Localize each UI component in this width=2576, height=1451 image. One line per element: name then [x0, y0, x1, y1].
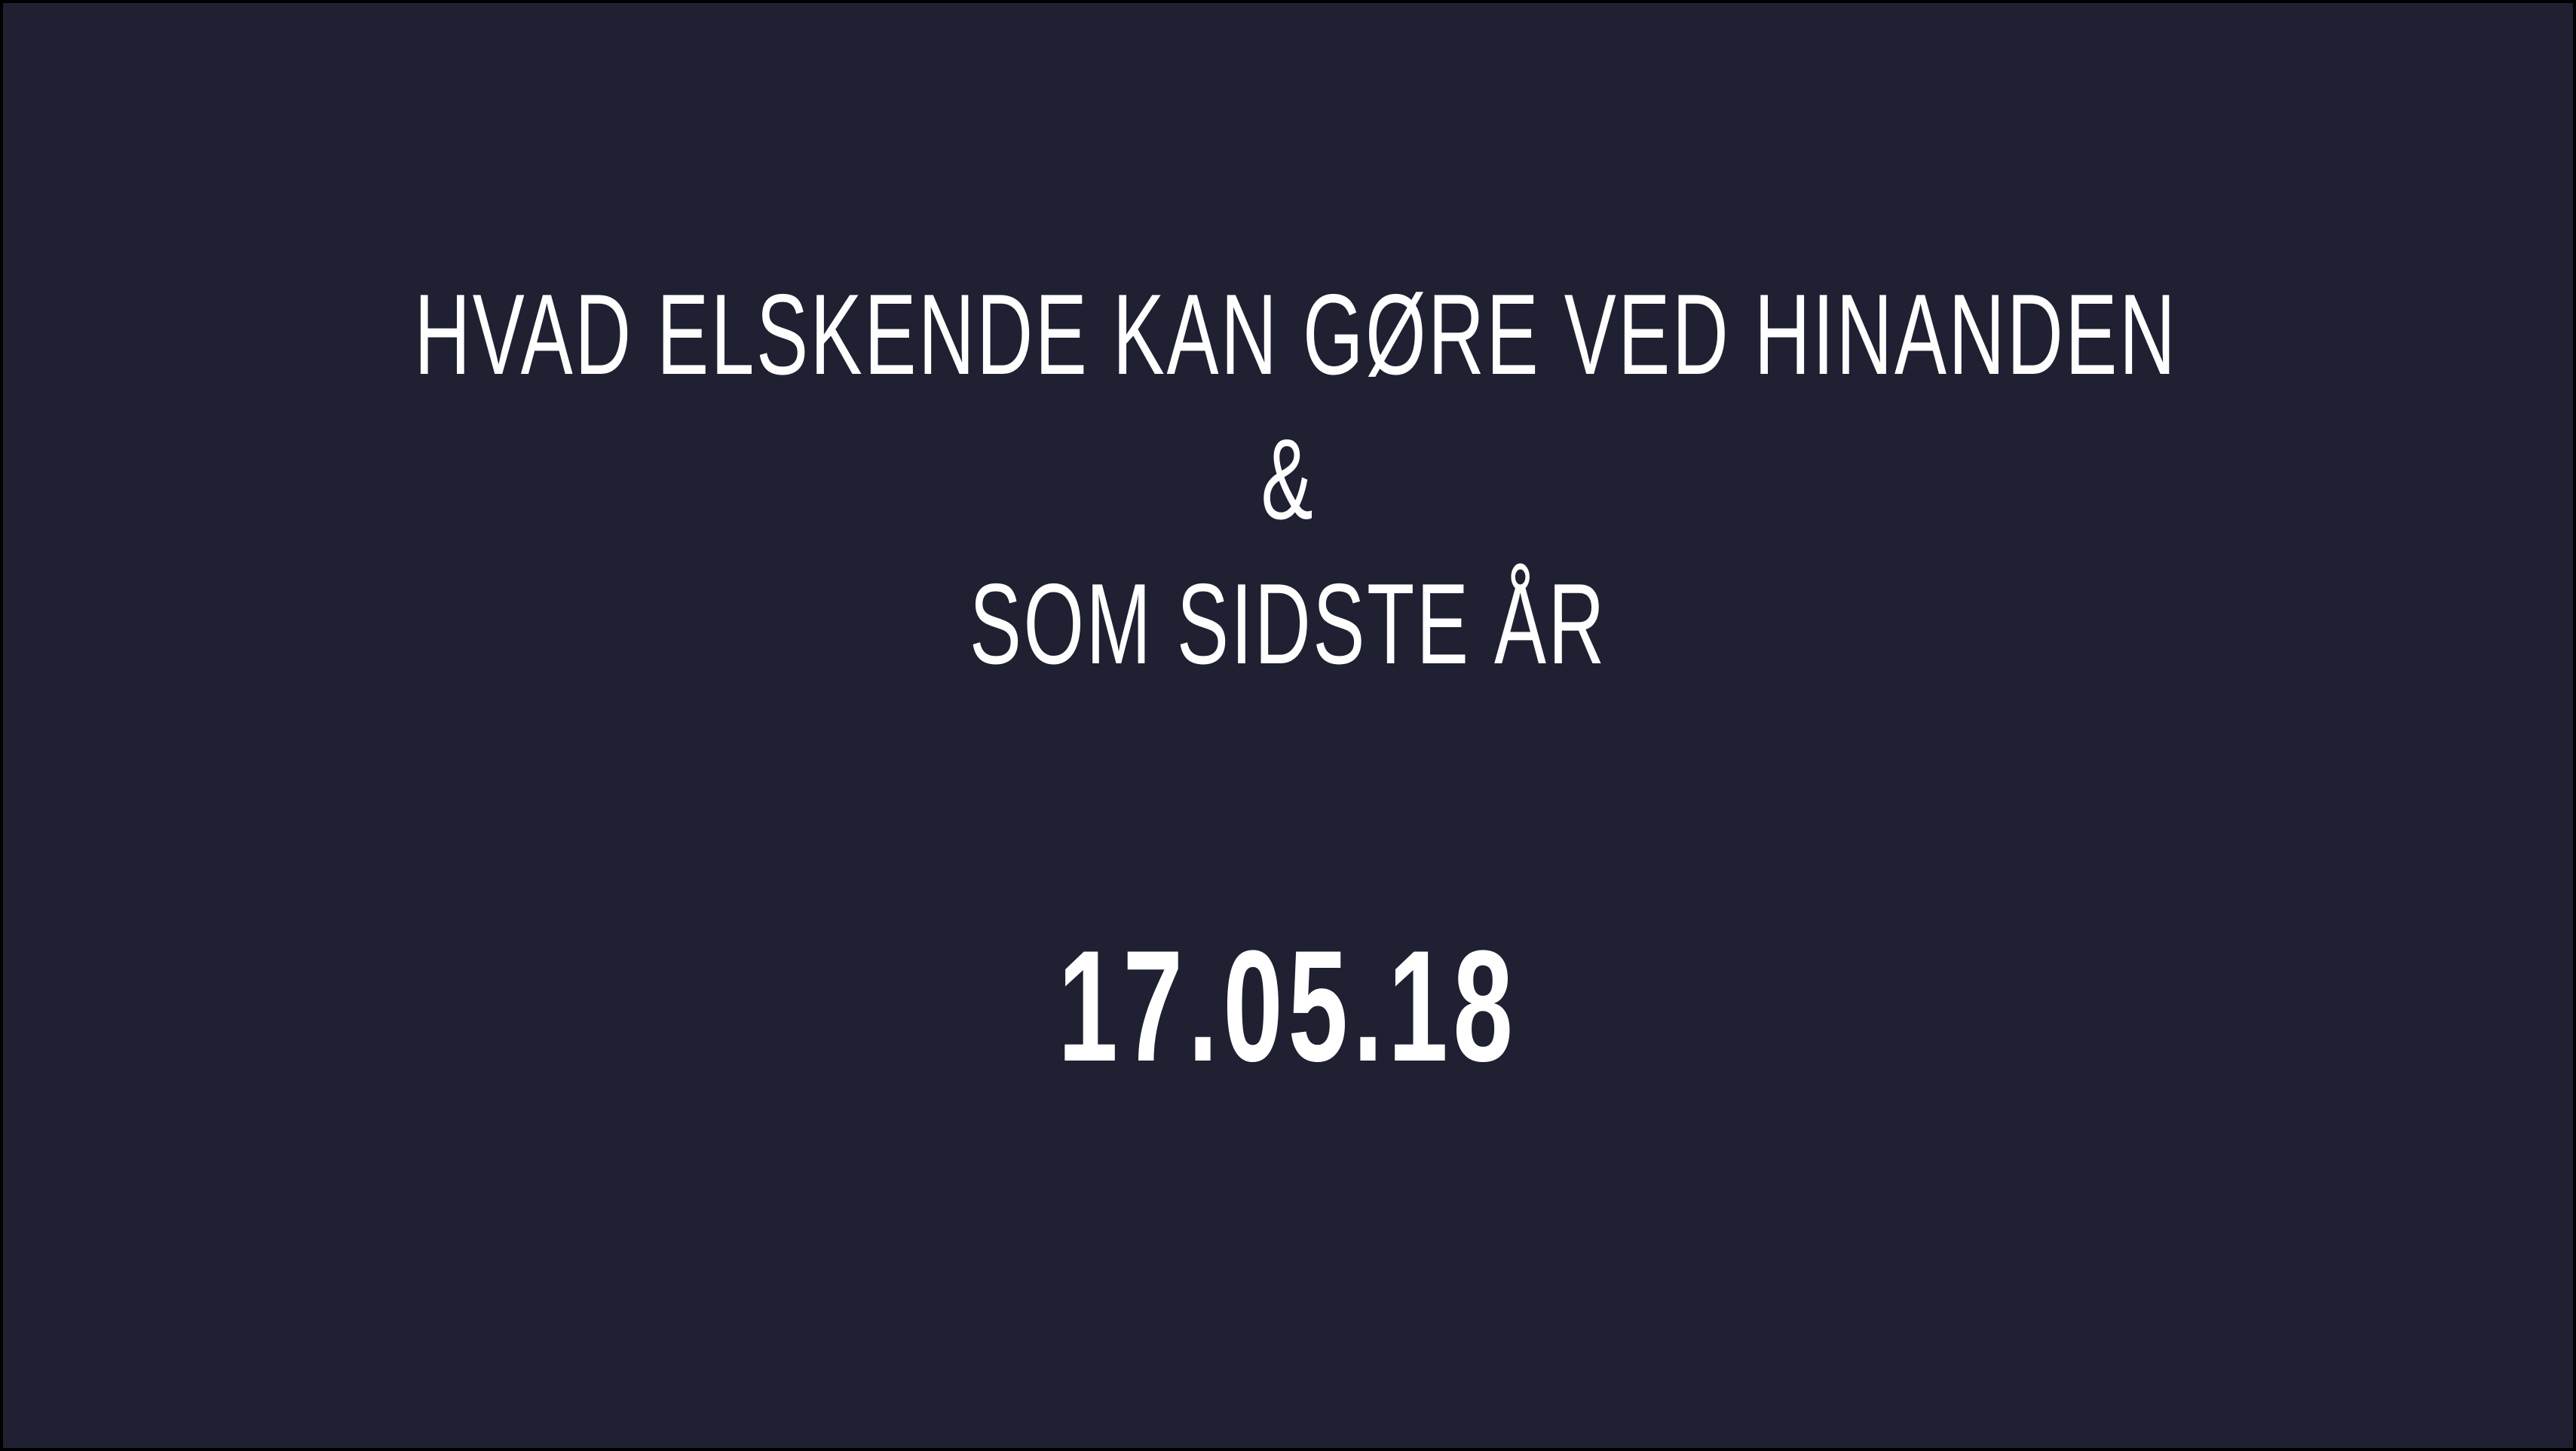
event-date: 17.05.18	[1058, 917, 1518, 1094]
title-line-1: HVAD ELSKENDE KAN GØRE VED HINANDEN	[414, 271, 2178, 399]
title-line-2: SOM SIDSTE ÅR	[969, 560, 1607, 688]
title-ampersand: &	[1260, 415, 1316, 543]
